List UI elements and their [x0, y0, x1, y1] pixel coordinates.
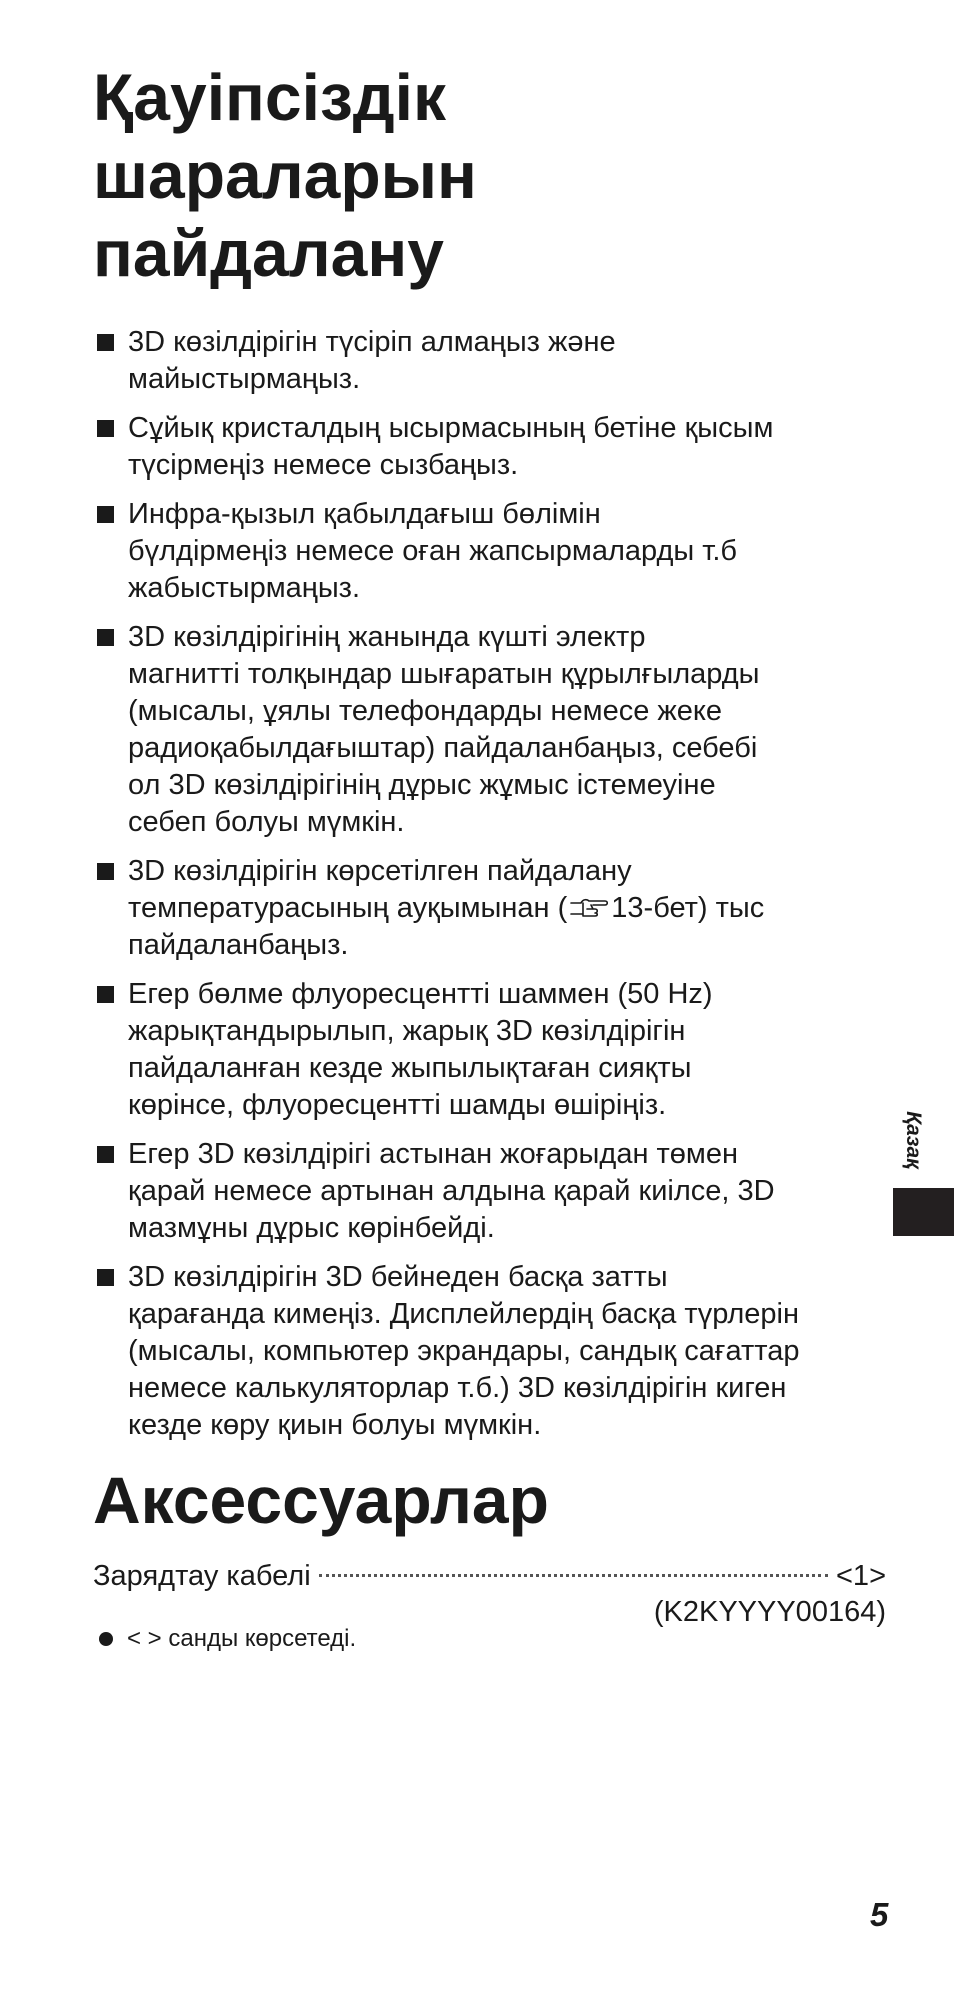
precaution-item — [96, 976, 896, 1124]
precaution-line: Егер 3D көзілдірігі астынан жоғарыдан төмен — [128, 1138, 739, 1170]
square-bullet-icon — [97, 1269, 114, 1286]
round-bullet-icon — [99, 1632, 113, 1646]
precaution-line: жарықтандырылып, жарық 3D көзілдірігін — [128, 1015, 686, 1047]
language-side-label — [893, 1100, 933, 1180]
precaution-item — [96, 619, 896, 841]
page-title-line: Қауіпсіздік — [93, 60, 447, 134]
precaution-line: пайдаланған кезде жыпылықтаған сияқты — [128, 1052, 692, 1084]
square-bullet-icon — [97, 420, 114, 437]
square-bullet-icon — [97, 1146, 114, 1163]
precaution-line: Сұйық кристалдың ысырмасының бетіне қысым — [128, 412, 774, 444]
precaution-line: пайдаланбаңыз. — [128, 929, 349, 961]
accessory-item — [93, 1556, 886, 1596]
precaution-item — [96, 853, 896, 964]
accessory-name: Зарядтау кабелі — [93, 1560, 311, 1592]
square-bullet-icon — [97, 986, 114, 1003]
precaution-line: ол 3D көзілдірігінің дұрыс жұмыс істемеуіне — [128, 769, 716, 801]
square-bullet-icon — [97, 334, 114, 351]
precaution-item — [96, 1259, 896, 1444]
precaution-line: 3D көзілдірігін көрсетілген пайдалану — [128, 855, 632, 887]
precaution-line: бүлдірмеңіз немесе оған жапсырмаларды т.б — [128, 535, 738, 567]
square-bullet-icon — [97, 629, 114, 646]
precaution-line: Егер бөлме флуоресцентті шаммен (50 Hz) — [128, 978, 713, 1010]
precaution-item — [96, 324, 896, 398]
page-title-line: шараларын — [93, 138, 477, 212]
precautions-list — [96, 324, 896, 1456]
precaution-line: көрінсе, флуоресцентті шамды өшіріңіз. — [128, 1089, 667, 1121]
precaution-item — [96, 410, 896, 484]
precaution-line: қарай немесе артынан алдына қарай киілсе, 3D — [128, 1175, 775, 1207]
accessory-quantity: <1> — [836, 1560, 886, 1592]
quantity-note-text: < > санды көрсетеді. — [127, 1625, 357, 1652]
precaution-line: 3D көзілдірігінің жанында күшті электр — [128, 621, 646, 653]
precaution-line: магнитті толқындар шығаратын құрылғыларды — [128, 658, 760, 690]
precaution-line: себеп болуы мүмкін. — [128, 806, 405, 838]
quantity-note — [99, 1622, 356, 1656]
square-bullet-icon — [97, 863, 114, 880]
accessory-part-number: (K2KYYYY00164) — [653, 1596, 886, 1628]
pointing-hand-icon — [569, 897, 609, 919]
precaution-line: мазмұны дұрыс көрінбейді. — [128, 1212, 495, 1244]
dot-leader — [319, 1574, 828, 1577]
precaution-line: радиоқабылдағыштар) пайдаланбаңыз, себебі — [128, 732, 758, 764]
precaution-text: 13-бет) тыс — [611, 892, 765, 924]
page-title — [93, 58, 793, 292]
precaution-line: (мысалы, компьютер экрандары, сандық сағаттар — [128, 1335, 800, 1367]
page-number: 5 — [870, 1896, 889, 1933]
page-title-line: пайдалану — [93, 216, 444, 290]
precaution-line: 3D көзілдірігін түсіріп алмаңыз және — [128, 326, 616, 358]
precaution-line: майыстырмаңыз. — [128, 363, 361, 395]
precaution-line: кезде көру қиын болуы мүмкін. — [128, 1409, 542, 1441]
precaution-line: 3D көзілдірігін 3D бейнеден басқа затты — [128, 1261, 668, 1293]
precaution-text: температурасының ауқымынан ( — [128, 892, 568, 924]
language-tab-marker — [893, 1188, 954, 1236]
precaution-line: жабыстырмаңыз. — [128, 572, 361, 604]
precaution-line: қарағанда кимеңіз. Дисплейлердің басқа түрлерін — [128, 1298, 799, 1330]
precaution-line: Инфра-қызыл қабылдағыш бөлімін — [128, 498, 601, 530]
precaution-item — [96, 496, 896, 607]
precaution-line: түсірмеңіз немесе сызбаңыз. — [128, 449, 519, 481]
square-bullet-icon — [97, 506, 114, 523]
accessories-title: Аксессуарлар — [93, 1463, 549, 1537]
precaution-line: (мысалы, ұялы телефондарды немесе жеке — [128, 695, 723, 727]
precaution-line — [128, 890, 896, 927]
precaution-item — [96, 1136, 896, 1247]
precaution-line: немесе калькуляторлар т.б.) 3D көзілдірігін киген — [128, 1372, 787, 1404]
language-label-text: Қазақ — [902, 1111, 926, 1169]
